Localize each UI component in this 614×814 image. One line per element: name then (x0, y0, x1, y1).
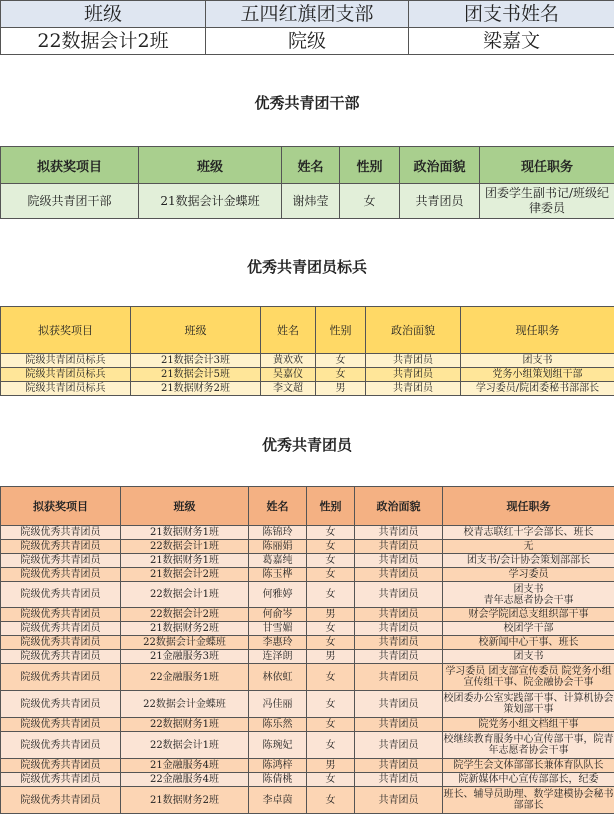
table-cell: 陈鸿梓 (249, 759, 307, 773)
table-cell: 共青团员 (355, 664, 443, 691)
table-row (1, 582, 614, 608)
table-row (1, 540, 614, 554)
table-cell: 女 (307, 622, 355, 636)
column-header: 性别 (316, 307, 366, 354)
table-cell: 院级优秀共青团员 (1, 691, 121, 718)
table-cell: 院级共青团员标兵 (1, 382, 131, 396)
table-cell: 林依虹 (249, 664, 307, 691)
table-cell: 21数据财务1班 (121, 554, 249, 568)
table-cell: 院级优秀共青团员 (1, 608, 121, 622)
column-header: 班级 (139, 147, 282, 184)
table-cell: 22数据会计2班 (121, 608, 249, 622)
table-cell: 院级优秀共青团员 (1, 554, 121, 568)
table-cell: 女 (307, 732, 355, 759)
cadre-table (0, 146, 614, 219)
table-cell: 21数据财务1班 (121, 526, 249, 540)
column-header: 拟获奖项目 (1, 147, 139, 184)
model-table (0, 306, 614, 396)
table-cell: 21数据财务2班 (121, 787, 249, 814)
table-cell: 女 (316, 354, 366, 368)
table-cell: 院级优秀共青团员 (1, 568, 121, 582)
column-header: 姓名 (261, 307, 316, 354)
table-cell: 女 (307, 582, 355, 608)
table-cell: 共青团员 (355, 650, 443, 664)
column-header: 政治面貌 (355, 487, 443, 526)
value-cell-award: 院级 (206, 28, 409, 55)
table-cell: 团支书 (461, 354, 614, 368)
table-cell: 22数据会计金蝶班 (121, 636, 249, 650)
table-cell: 李文超 (261, 382, 316, 396)
table-cell: 22金融服务4班 (121, 773, 249, 787)
table-cell: 班长、辅导员助理、数学建模协会秘书部部长 (443, 787, 614, 814)
column-header: 现任职务 (461, 307, 614, 354)
table-cell: 21数据会计2班 (121, 568, 249, 582)
table-cell: 共青团员 (355, 622, 443, 636)
table-cell: 共青团员 (355, 582, 443, 608)
table-cell: 共青团员 (355, 636, 443, 650)
table-cell: 陈乐然 (249, 718, 307, 732)
table-cell: 共青团员 (355, 732, 443, 759)
table-cell: 团支书 (443, 650, 614, 664)
table-row (1, 636, 614, 650)
table-row (1, 732, 614, 759)
table-cell: 22数据会计1班 (121, 582, 249, 608)
table-cell: 男 (307, 650, 355, 664)
table-cell: 女 (316, 368, 366, 382)
table-cell: 22数据会计1班 (121, 732, 249, 759)
table-cell: 团委学生副书记/班级纪律委员 (480, 184, 614, 219)
column-header: 班级 (121, 487, 249, 526)
table-cell: 院级优秀共青团员 (1, 732, 121, 759)
table-cell: 共青团员 (355, 691, 443, 718)
table-cell: 甘雪媚 (249, 622, 307, 636)
table-cell: 女 (307, 554, 355, 568)
table-cell: 共青团员 (366, 354, 461, 368)
table-cell: 党务小组策划组干部 (461, 368, 614, 382)
column-header: 姓名 (249, 487, 307, 526)
table-cell: 共青团员 (355, 608, 443, 622)
table-cell: 院级优秀共青团员 (1, 664, 121, 691)
table-cell: 吴嘉仪 (261, 368, 316, 382)
table-cell: 校青志联红十字会部长、班长 (443, 526, 614, 540)
table-cell: 共青团员 (355, 718, 443, 732)
column-header: 政治面貌 (366, 307, 461, 354)
table-cell: 共青团员 (400, 184, 480, 219)
member-table (0, 486, 614, 814)
table-cell: 院学生会文体部部长兼体育队队长 (443, 759, 614, 773)
value-cell-secretary: 梁嘉文 (409, 28, 614, 55)
table-cell: 校新闻中心干事、班长 (443, 636, 614, 650)
table-cell: 男 (316, 382, 366, 396)
table-cell: 共青团员 (366, 368, 461, 382)
table-cell: 财会学院团总支组织部干事 (443, 608, 614, 622)
table-row (1, 184, 614, 219)
table-row (1, 664, 614, 691)
table-cell: 共青团员 (366, 382, 461, 396)
table-cell: 21数据财务2班 (131, 382, 261, 396)
table-cell: 校团学干部 (443, 622, 614, 636)
table-cell: 21数据会计3班 (131, 354, 261, 368)
table-row (1, 568, 614, 582)
table-cell: 女 (307, 664, 355, 691)
table-cell: 21金融服务3班 (121, 650, 249, 664)
table-cell: 女 (307, 773, 355, 787)
header-table-head-row (1, 1, 614, 28)
table-cell: 女 (307, 540, 355, 554)
table-row (1, 622, 614, 636)
table-cell: 无 (443, 540, 614, 554)
table-cell: 21数据会计5班 (131, 368, 261, 382)
table-cell: 院级优秀共青团员 (1, 526, 121, 540)
header-table (0, 0, 614, 55)
table-cell: 谢炜莹 (282, 184, 340, 219)
cadre-section-title: 优秀共青团干部 (0, 92, 614, 113)
table-cell: 21数据财务2班 (121, 622, 249, 636)
table-cell: 女 (307, 568, 355, 582)
table-cell: 共青团员 (355, 540, 443, 554)
column-header: 拟获奖项目 (1, 307, 131, 354)
table-cell: 女 (307, 636, 355, 650)
table-cell: 院党务小组文档组干事 (443, 718, 614, 732)
header-table-value-row (1, 28, 614, 55)
table-cell: 院级共青团员标兵 (1, 354, 131, 368)
table-cell: 共青团员 (355, 568, 443, 582)
table-row (1, 691, 614, 718)
table-cell: 女 (307, 718, 355, 732)
table-cell: 22数据财务1班 (121, 718, 249, 732)
table-row (1, 787, 614, 814)
table-cell: 共青团员 (355, 787, 443, 814)
table-row (1, 608, 614, 622)
column-header: 拟获奖项目 (1, 487, 121, 526)
table-cell: 学习委员/院团委秘书部部长 (461, 382, 614, 396)
table-cell: 李卓茵 (249, 787, 307, 814)
table-row (1, 526, 614, 540)
table-cell: 共青团员 (355, 526, 443, 540)
table-cell: 何雅婷 (249, 582, 307, 608)
value-cell-class: 22数据会计2班 (1, 28, 206, 55)
table-cell: 22数据会计1班 (121, 540, 249, 554)
table-cell: 院级共青团干部 (1, 184, 139, 219)
column-header: 现任职务 (480, 147, 614, 184)
table-cell: 女 (307, 787, 355, 814)
table-cell: 女 (340, 184, 400, 219)
model-table-header-row (1, 307, 614, 354)
table-cell: 共青团员 (355, 759, 443, 773)
table-cell: 学习委员 团支部宣传委员 院党务小组宣传组干事、院金融协会干事 (443, 664, 614, 691)
table-cell: 院级优秀共青团员 (1, 773, 121, 787)
table-cell: 院级优秀共青团员 (1, 718, 121, 732)
table-cell: 团支书/会计协会策划部部长 (443, 554, 614, 568)
model-section-title: 优秀共青团员标兵 (0, 256, 614, 277)
head-cell-secretary: 团支书姓名 (409, 1, 614, 28)
table-cell: 院级优秀共青团员 (1, 582, 121, 608)
table-cell: 院级共青团员标兵 (1, 368, 131, 382)
table-row (1, 554, 614, 568)
table-cell: 团支书 青年志愿者协会干事 (443, 582, 614, 608)
table-cell: 院级优秀共青团员 (1, 636, 121, 650)
table-cell: 男 (307, 608, 355, 622)
table-row (1, 382, 614, 396)
table-cell: 21金融服务4班 (121, 759, 249, 773)
table-cell: 李惠玲 (249, 636, 307, 650)
head-cell-class: 班级 (1, 1, 206, 28)
table-cell: 21数据会计金蝶班 (139, 184, 282, 219)
table-cell: 葛嘉纯 (249, 554, 307, 568)
table-cell: 共青团员 (355, 554, 443, 568)
table-cell: 陈锦玲 (249, 526, 307, 540)
table-cell: 校团委办公室实践部干事、计算机协会策划部干事 (443, 691, 614, 718)
table-cell: 院级优秀共青团员 (1, 759, 121, 773)
table-cell: 陈琬妃 (249, 732, 307, 759)
column-header: 现任职务 (443, 487, 614, 526)
column-header: 性别 (307, 487, 355, 526)
table-cell: 院级优秀共青团员 (1, 622, 121, 636)
table-cell: 黄欢欢 (261, 354, 316, 368)
table-cell: 何俞岑 (249, 608, 307, 622)
table-row (1, 368, 614, 382)
table-row (1, 759, 614, 773)
table-row (1, 773, 614, 787)
table-cell: 22数据会计金蝶班 (121, 691, 249, 718)
table-cell: 校继续教育服务中心宣传部干事，院青年志愿者协会干事 (443, 732, 614, 759)
table-row (1, 718, 614, 732)
table-cell: 男 (307, 759, 355, 773)
table-cell: 22金融服务1班 (121, 664, 249, 691)
table-row (1, 650, 614, 664)
table-cell: 共青团员 (355, 773, 443, 787)
member-section-title: 优秀共青团员 (0, 434, 614, 455)
head-cell-award: 五四红旗团支部 (206, 1, 409, 28)
table-cell: 连泽朗 (249, 650, 307, 664)
column-header: 性别 (340, 147, 400, 184)
column-header: 姓名 (282, 147, 340, 184)
table-row (1, 354, 614, 368)
member-table-header-row (1, 487, 614, 526)
table-cell: 学习委员 (443, 568, 614, 582)
table-cell: 院级优秀共青团员 (1, 540, 121, 554)
table-cell: 女 (307, 526, 355, 540)
table-cell: 院新媒体中心宣传部部长，纪委 (443, 773, 614, 787)
table-cell: 女 (307, 691, 355, 718)
column-header: 班级 (131, 307, 261, 354)
cadre-table-header-row (1, 147, 614, 184)
table-cell: 陈倩桃 (249, 773, 307, 787)
table-cell: 陈玉桦 (249, 568, 307, 582)
table-cell: 冯佳丽 (249, 691, 307, 718)
table-cell: 院级优秀共青团员 (1, 650, 121, 664)
column-header: 政治面貌 (400, 147, 480, 184)
table-cell: 陈丽娟 (249, 540, 307, 554)
table-cell: 院级优秀共青团员 (1, 787, 121, 814)
